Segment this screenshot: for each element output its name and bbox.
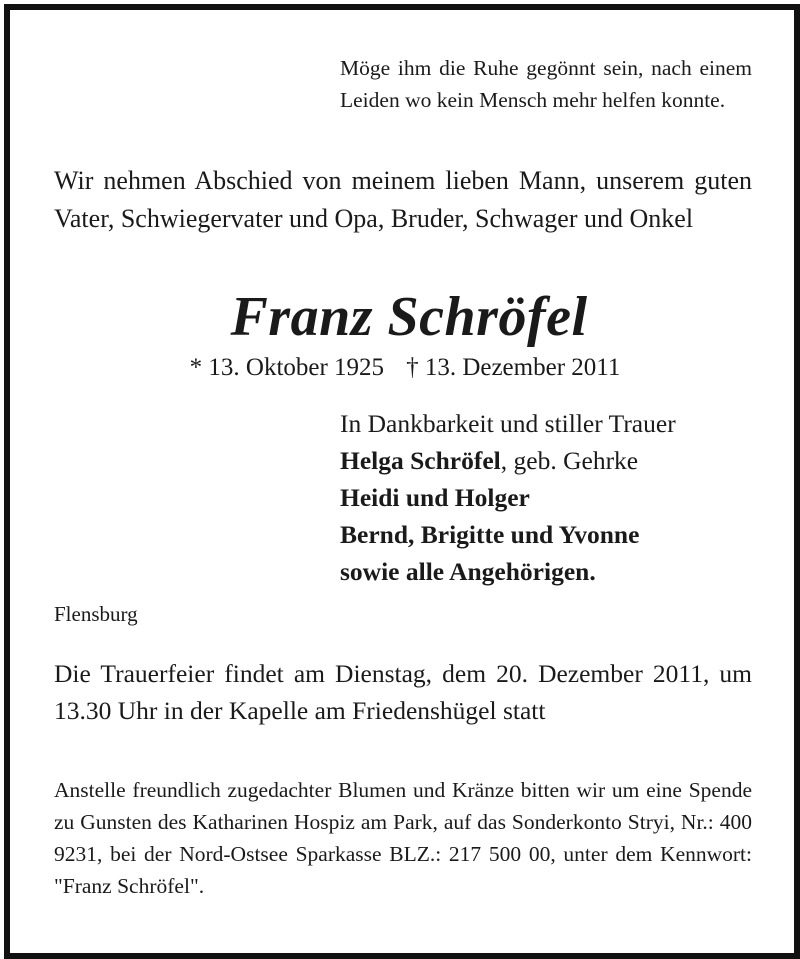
mourner-family-2 bbox=[340, 516, 780, 553]
mourner-relatives-text: sowie alle Angehörigen. bbox=[340, 557, 596, 586]
birth-date: * 13. Oktober 1925 bbox=[189, 354, 385, 381]
ceremony-notice: Die Trauerfeier findet am Dienstag, dem 20. Dezember 2011, um 13.30 Uhr in der Kapelle am Friedenshügel statt bbox=[54, 659, 752, 725]
mourner-family-1 bbox=[340, 479, 780, 516]
mourners-list bbox=[340, 405, 780, 590]
mourner-family-2-text: Bernd, Brigitte und Yvonne bbox=[340, 520, 640, 549]
mourner-family-1-text: Heidi und Holger bbox=[340, 483, 530, 512]
deceased-name: Franz Schröfel bbox=[230, 286, 588, 348]
place-name: Flensburg bbox=[54, 602, 138, 626]
mourner-relatives bbox=[340, 553, 780, 590]
life-dates bbox=[10, 350, 800, 386]
mourners-intro: In Dankbarkeit und stiller Trauer bbox=[340, 409, 676, 438]
mourner-widow-name: Helga Schröfel bbox=[340, 446, 501, 475]
mourner-widow-maiden: , geb. Gehrke bbox=[500, 446, 639, 475]
mourner-widow bbox=[340, 442, 780, 479]
farewell-intro: Wir nehmen Abschied von meinem lieben Mann, unserem guten Vater, Schwiegervater und Opa, Bruder, Schwager und Onkel bbox=[54, 166, 752, 233]
death-date: † 13. Dezember 2011 bbox=[406, 354, 621, 381]
motto-text: Möge ihm die Ruhe gegönnt sein, nach einem Leiden wo kein Mensch mehr helfen konnte. bbox=[340, 56, 752, 112]
obituary-frame bbox=[4, 4, 800, 959]
donation-notice: Anstelle freundlich zugedachter Blumen und Kränze bitten wir um eine Spende zu Gunsten des Katharinen Hospiz am Park, auf das Sonderkonto Stryi, Nr.: 400 9231, bei der Nord-Ostsee Sparkasse BLZ.: 217 500 00, unter dem Kennwort: "Franz Schröfel". bbox=[54, 778, 752, 898]
